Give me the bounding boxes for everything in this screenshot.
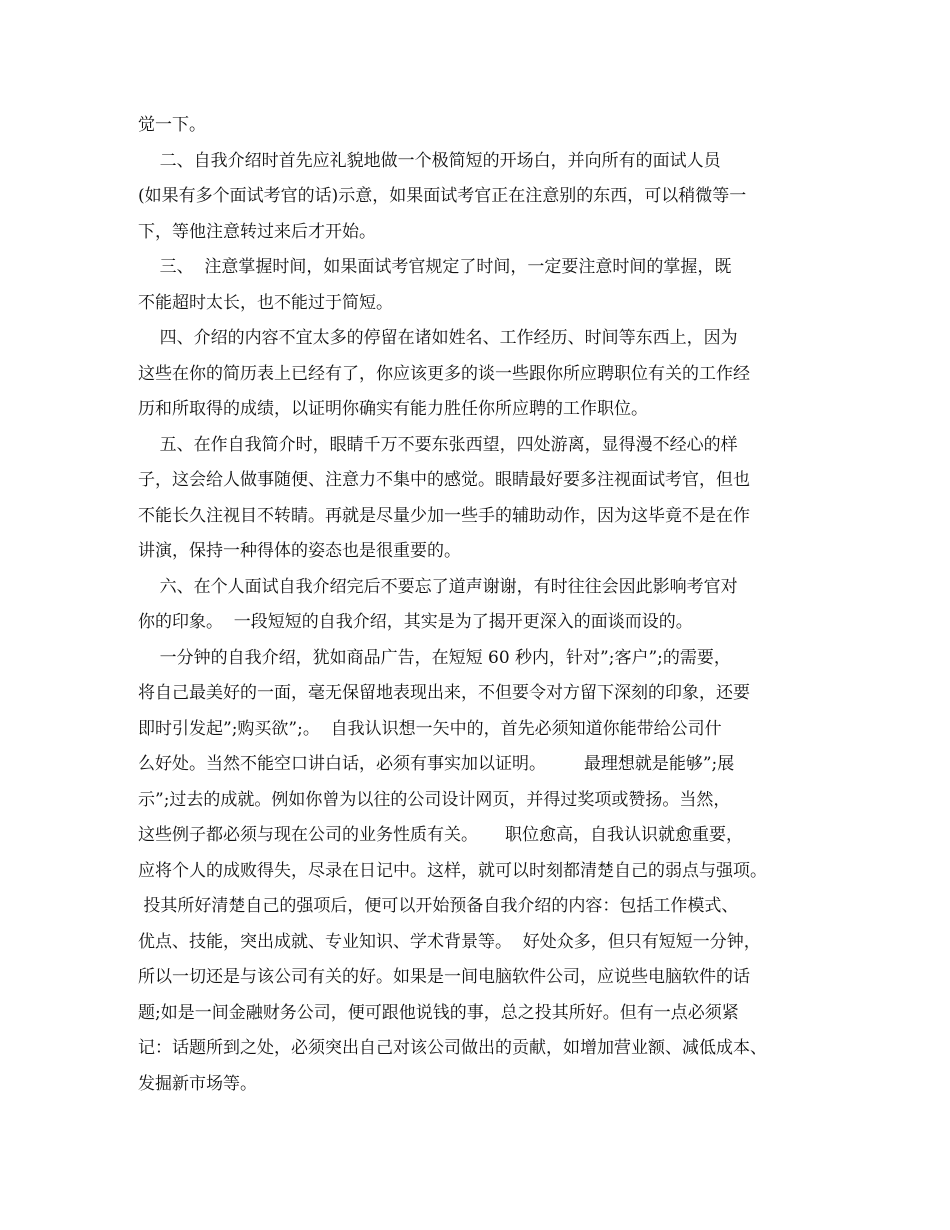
text-line: (如果有多个面试考官的话)示意，如果面试考官正在注意别的东西，可以稍微等一	[138, 186, 747, 206]
text-line: 不能超时太长，也不能过于简短。	[138, 292, 393, 313]
text-line: 将自己最美好的一面，毫无保留地表现出来，不但要令对方留下深刻的印象，还要	[138, 683, 750, 703]
text-line: 么好处。当然不能空口讲白话，必须有事实加以证明。 最理想就是能够”;展	[138, 754, 735, 774]
text-line: 发掘新市场等。	[138, 1073, 257, 1094]
text-line: 所以一切还是与该公司有关的好。如果是一间电脑软件公司，应说些电脑软件的话	[138, 967, 750, 987]
text-line: 你的印象。 一段短短的自我介绍，其实是为了揭开更深入的面谈而设的。	[138, 612, 693, 632]
document-body	[138, 108, 828, 1102]
text-line: 题;如是一间金融财务公司，便可跟他说钱的事，总之投其所好。但有一点必须紧	[138, 1002, 739, 1023]
text-line: 不能长久注视目不转睛。再就是尽量少加一些手的辅助动作，因为这毕竟不是在作	[138, 505, 750, 526]
text-line: 子，这会给人做事随便、注意力不集中的感觉。眼睛最好要多注视面试考官，但也	[138, 470, 750, 490]
text-line: 下，等他注意转过来后才开始。	[138, 221, 376, 242]
text-line: 三、 注意掌握时间，如果面试考官规定了时间，一定要注意时间的掌握，既	[138, 257, 732, 277]
text-line: 五、在作自我简介时，眼睛千万不要东张西望，四处游离，显得漫不经心的样	[138, 434, 738, 455]
text-line: 四、介绍的内容不宜太多的停留在诸如姓名、工作经历、时间等东西上，因为	[138, 328, 738, 348]
text-line: 历和所取得的成绩，以证明你确实有能力胜任你所应聘的工作职位。	[138, 399, 648, 419]
text-line: 优点、技能，突出成就、专业知识、学术背景等。 好处众多，但只有短短一分钟，	[138, 931, 761, 952]
text-line: 六、在个人面试自我介绍完后不要忘了道声谢谢，有时往往会因此影响考官对	[138, 576, 738, 597]
text-line: 一分钟的自我介绍，犹如商品广告，在短短 60 秒内，针对”;客户”;的需要，	[138, 647, 731, 668]
text-line: 二、自我介绍时首先应礼貌地做一个极简短的开场白，并向所有的面试人员	[138, 150, 721, 171]
text-line: 即时引发起”;购买欲”;。 自我认识想一矢中的，首先必须知道你能带给公司什	[138, 718, 722, 739]
text-line: 投其所好清楚自己的强项后，便可以开始预备自我介绍的内容：包括工作模式、	[138, 896, 739, 916]
text-line: 应将个人的成败得失，尽录在日记中。这样，就可以时刻都清楚自己的弱点与强项。	[138, 860, 767, 881]
text-line: 记：话题所到之处，必须突出自己对该公司做出的贡献，如增加营业额、减低成本、	[138, 1038, 767, 1058]
text-line: 示”;过去的成就。例如你曾为以往的公司设计网页，并得过奖项或赞扬。当然，	[138, 789, 731, 810]
text-line: 这些在你的简历表上已经有了，你应该更多的谈一些跟你所应聘职位有关的工作经	[138, 363, 750, 384]
text-line: 这些例子都必须与现在公司的业务性质有关。 职位愈高，自我认识就愈重要，	[138, 825, 744, 845]
text-line: 觉一下。	[138, 115, 206, 135]
text-line: 讲演，保持一种得体的姿态也是很重要的。	[138, 541, 461, 561]
